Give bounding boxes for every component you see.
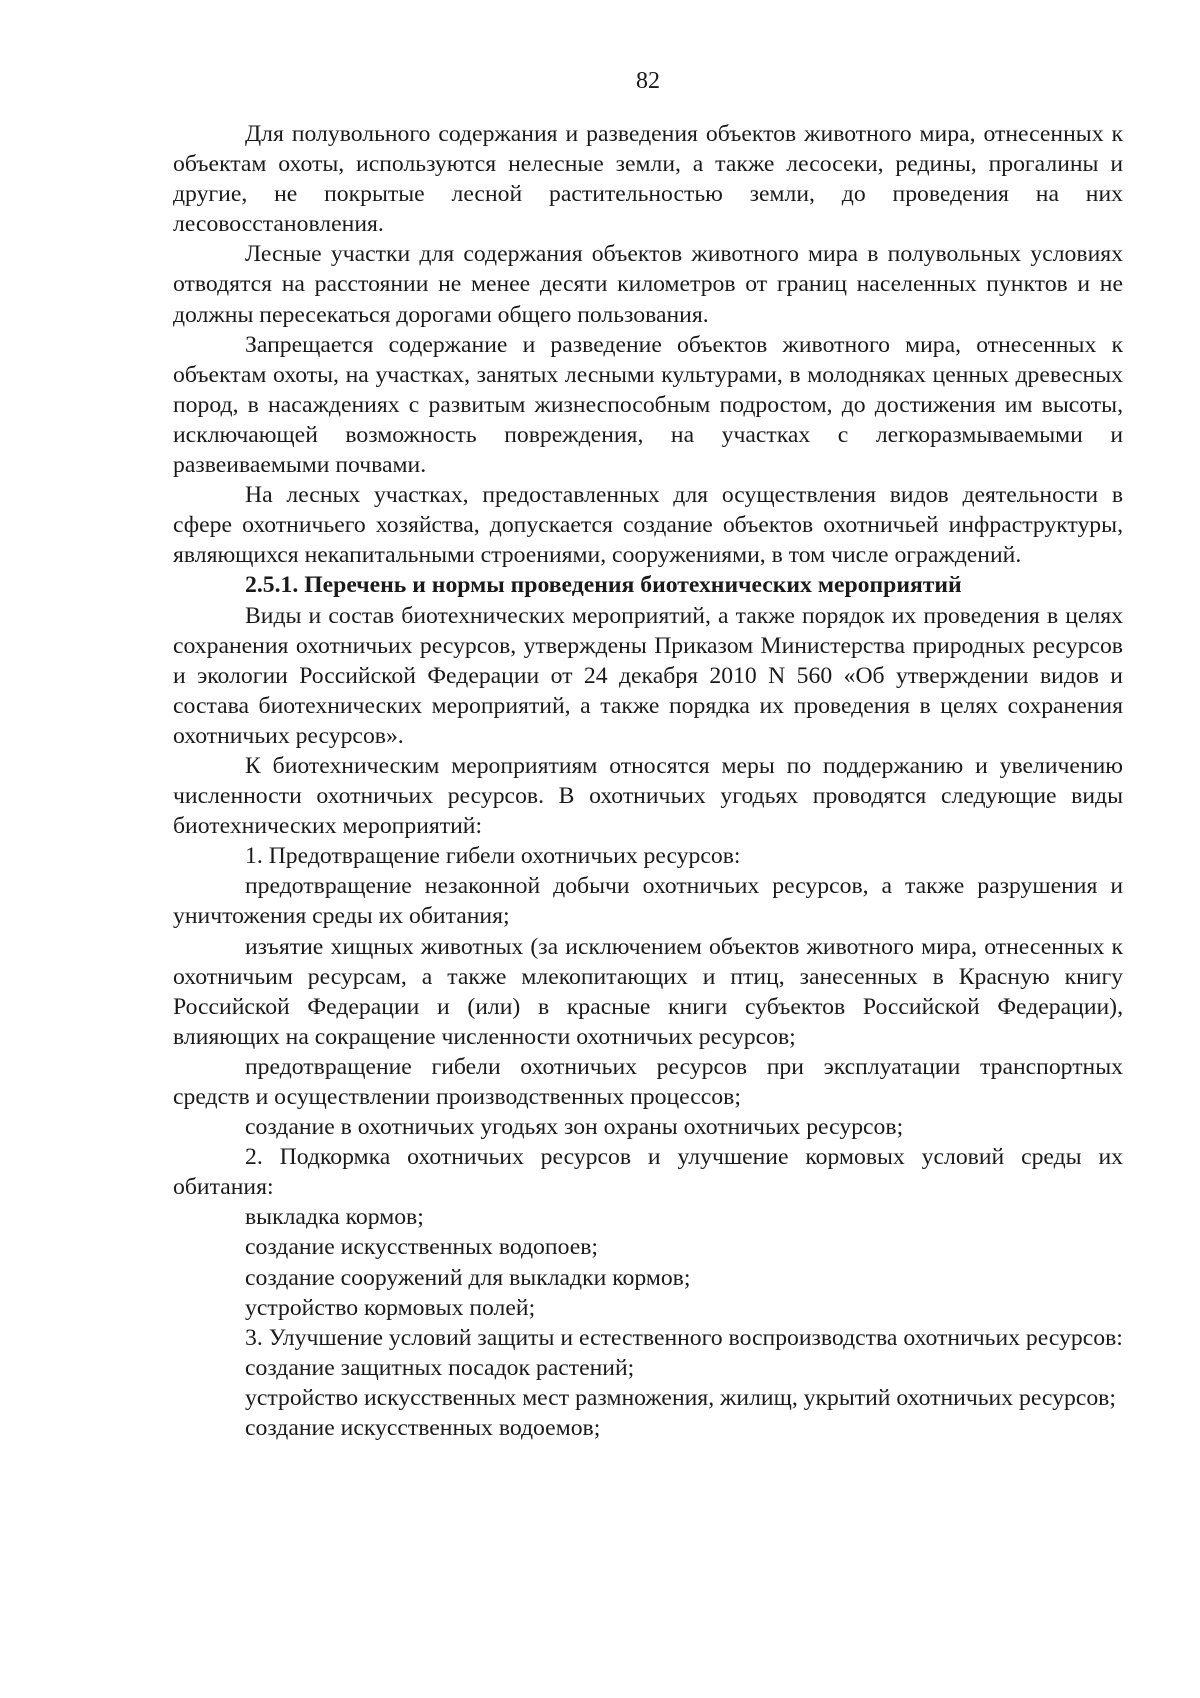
document-body [173,119,1123,1443]
list-item: предотвращение гибели охотничьих ресурсов при эксплуатации транспортных средств и осуществлении производственных процессов; [173,1053,1123,1110]
list-item: изъятие хищных животных (за исключением объектов животного мира, отнесенных к охотничьим ресурсам, а также млекопитающих и птиц, занесенных в Красную книгу Российской Федерации и (или) в красные книги субъектов Российской Федерации), влияющих на сокращение численности охотничьих ресурсов; [173,933,1123,1050]
list-item: создание сооружений для выкладки кормов; [245,1264,691,1291]
list-item: выкладка кормов; [245,1204,424,1231]
list-item: устройство кормовых полей; [245,1294,536,1321]
list-item: создание в охотничьих угодьях зон охраны охотничьих ресурсов; [245,1114,904,1141]
paragraph: Запрещается содержание и разведение объектов животного мира, отнесенных к объектам охоты, на участках, занятых лесными культурами, в молодняках ценных древесных пород, в насаждениях с развитым жизнеспособным подростом, до достижения им высоты, исключающей возможность повреждения, на участках с легкоразмываемыми и развеиваемыми почвами. [173,331,1123,479]
paragraph: Виды и состав биотехнических мероприятий, а также порядок их проведения в целях сохранения охотничьих ресурсов, утверждены Приказом Министерства природных ресурсов и экологии Российской Федерации от 24 декабря 2010 N 560 «Об утверждении видов и состава биотехнических мероприятий, а также порядка их проведения в целях сохранения охотничьих ресурсов». [173,602,1123,749]
list-heading: 1. Предотвращение гибели охотничьих ресурсов: [245,843,741,870]
list-item: создание искусственных водопоев; [245,1234,598,1261]
paragraph: К биотехническим мероприятиям относятся меры по поддержанию и увеличению численности охотничьих ресурсов. В охотничьих угодьях проводятся следующие виды биотехнических мероприятий: [173,752,1123,840]
list-heading: 2. Подкормка охотничьих ресурсов и улучшение кормовых условий среды их обитания: [173,1144,1123,1201]
list-item: создание защитных посадок растений; [245,1354,635,1381]
list-item: предотвращение незаконной добычи охотничьих ресурсов, а также разрушения и уничтожения среды их обитания; [173,873,1123,930]
list-item: устройство искусственных мест размножения, жилищ, укрытий охотничьих ресурсов; [245,1384,1116,1411]
paragraph: Для полувольного содержания и разведения объектов животного мира, отнесенных к объектам охоты, используются нелесные земли, а также лесосеки, редины, прогалины и другие, не покрытые лесной растительностью земли, до проведения на них лесовосстановления. [173,121,1123,238]
paragraph: На лесных участках, предоставленных для осуществления видов деятельности в сфере охотничьего хозяйства, допускается создание объектов охотничьей инфраструктуры, являющихся некапитальными строениями, сооружениями, в том числе ограждений. [173,482,1123,569]
list-heading: 3. Улучшение условий защиты и естественного воспроизводства охотничьих ресурсов: [245,1324,1123,1351]
paragraph: Лесные участки для содержания объектов животного мира в полувольных условиях отводятся на расстоянии не менее десяти километров от границ населенных пунктов и не должны пересекаться дорогами общего пользования. [173,241,1123,328]
section-heading: 2.5.1. Перечень и нормы проведения биотехнических мероприятий [245,572,962,599]
list-item: создание искусственных водоемов; [245,1415,601,1442]
page-number: 82 [636,68,660,94]
